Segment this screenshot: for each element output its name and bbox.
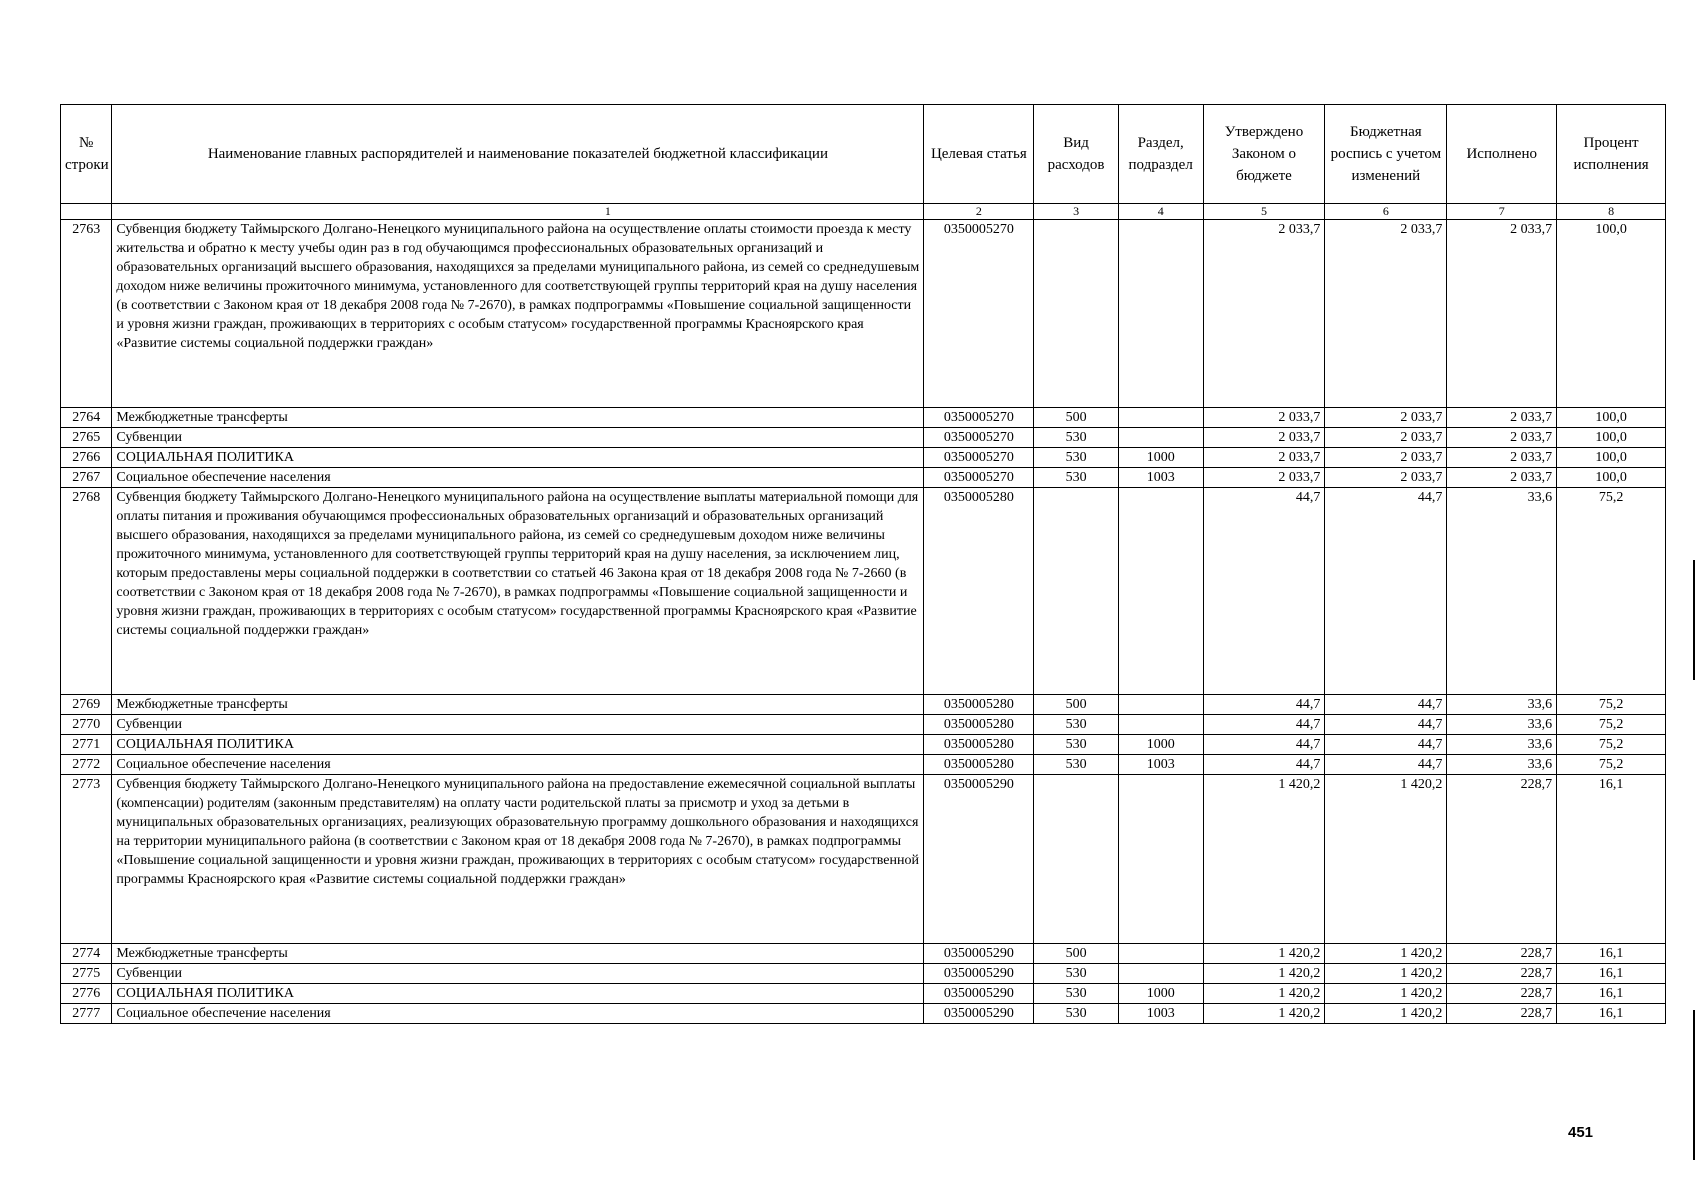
executed-value: 33,6: [1447, 735, 1557, 755]
percent-value: 100,0: [1557, 448, 1666, 468]
table-row: [61, 1004, 1666, 1024]
table-row: [61, 448, 1666, 468]
table-row: [61, 428, 1666, 448]
approved-value: 44,7: [1203, 488, 1325, 695]
target-article: 0350005290: [924, 775, 1034, 944]
section-code: 1000: [1118, 448, 1203, 468]
section-code: 1003: [1118, 755, 1203, 775]
row-number: 2777: [61, 1004, 112, 1024]
expense-type: 530: [1034, 448, 1119, 468]
percent-value: 100,0: [1557, 468, 1666, 488]
target-article: 0350005280: [924, 695, 1034, 715]
percent-value: 16,1: [1557, 944, 1666, 964]
row-name: Социальное обеспечение населения: [112, 1004, 924, 1024]
row-name: СОЦИАЛЬНАЯ ПОЛИТИКА: [112, 984, 924, 1004]
approved-value: 1 420,2: [1203, 1004, 1325, 1024]
column-number-empty: [61, 204, 112, 220]
row-number: 2771: [61, 735, 112, 755]
row-name: Субвенции: [112, 964, 924, 984]
header-budget-schedule: Бюджетная роспись с учетом изменений: [1325, 105, 1447, 204]
executed-value: 2 033,7: [1447, 428, 1557, 448]
column-number: 4: [1118, 204, 1203, 220]
expense-type: 530: [1034, 984, 1119, 1004]
target-article: 0350005270: [924, 428, 1034, 448]
row-name: СОЦИАЛЬНАЯ ПОЛИТИКА: [112, 735, 924, 755]
target-article: 0350005290: [924, 944, 1034, 964]
expense-type: 530: [1034, 1004, 1119, 1024]
header-section: Раздел, подраздел: [1118, 105, 1203, 204]
row-number: 2765: [61, 428, 112, 448]
section-code: 1003: [1118, 1004, 1203, 1024]
column-number: 2: [924, 204, 1034, 220]
expense-type: [1034, 488, 1119, 695]
table-row: [61, 488, 1666, 695]
executed-value: 33,6: [1447, 715, 1557, 735]
percent-value: 75,2: [1557, 735, 1666, 755]
row-name: Межбюджетные трансферты: [112, 695, 924, 715]
scan-edge-mark: [1693, 560, 1695, 680]
page-number: 451: [1568, 1124, 1594, 1141]
percent-value: 100,0: [1557, 408, 1666, 428]
percent-value: 16,1: [1557, 964, 1666, 984]
executed-value: 2 033,7: [1447, 220, 1557, 408]
row-number: 2766: [61, 448, 112, 468]
section-code: [1118, 775, 1203, 944]
target-article: 0350005270: [924, 468, 1034, 488]
executed-value: 33,6: [1447, 755, 1557, 775]
row-number: 2763: [61, 220, 112, 408]
executed-value: 228,7: [1447, 944, 1557, 964]
row-number: 2776: [61, 984, 112, 1004]
row-name: Субвенция бюджету Таймырского Долгано-Ненецкого муниципального района на предоставление ежемесячной социальной выплаты (компенсации) родителям (законным представителям) на оплату части родительской платы за присмотр и уход за детьми в муниципальных образовательных организациях, реализующих образовательную программу дошкольного образования и находящихся на территории муниципального района (в соответствии с Законом края от 18 декабря 2008 года № 7-2670), в рамках подпрограммы «Повышение социальной защищенности и уровня жизни граждан, проживающих в территориях с особым статусом» государственной программы Красноярского края «Развитие системы социальной поддержки граждан»: [112, 775, 924, 944]
expense-type: 530: [1034, 715, 1119, 735]
table-row: [61, 964, 1666, 984]
column-number-row: [61, 204, 1666, 220]
table-row: [61, 775, 1666, 944]
percent-value: 75,2: [1557, 488, 1666, 695]
header-row: [61, 105, 1666, 204]
target-article: 0350005290: [924, 984, 1034, 1004]
schedule-value: 44,7: [1325, 695, 1447, 715]
executed-value: 228,7: [1447, 775, 1557, 944]
target-article: 0350005290: [924, 964, 1034, 984]
schedule-value: 1 420,2: [1325, 1004, 1447, 1024]
executed-value: 2 033,7: [1447, 408, 1557, 428]
approved-value: 44,7: [1203, 695, 1325, 715]
target-article: 0350005290: [924, 1004, 1034, 1024]
schedule-value: 1 420,2: [1325, 984, 1447, 1004]
target-article: 0350005270: [924, 220, 1034, 408]
row-number: 2770: [61, 715, 112, 735]
executed-value: 33,6: [1447, 695, 1557, 715]
approved-value: 44,7: [1203, 735, 1325, 755]
table-row: [61, 468, 1666, 488]
section-code: [1118, 964, 1203, 984]
expense-type: 500: [1034, 695, 1119, 715]
table-body: [61, 220, 1666, 1024]
approved-value: 2 033,7: [1203, 220, 1325, 408]
row-number: 2764: [61, 408, 112, 428]
expense-type: 500: [1034, 944, 1119, 964]
percent-value: 75,2: [1557, 695, 1666, 715]
row-name: Межбюджетные трансферты: [112, 944, 924, 964]
column-number: 8: [1557, 204, 1666, 220]
header-approved: Утверждено Законом о бюджете: [1203, 105, 1325, 204]
executed-value: 228,7: [1447, 984, 1557, 1004]
percent-value: 75,2: [1557, 715, 1666, 735]
table-row: [61, 755, 1666, 775]
target-article: 0350005280: [924, 488, 1034, 695]
approved-value: 2 033,7: [1203, 468, 1325, 488]
schedule-value: 1 420,2: [1325, 964, 1447, 984]
row-name: Субвенция бюджету Таймырского Долгано-Ненецкого муниципального района на осуществление выплаты материальной помощи для оплаты питания и проживания обучающимся профессиональных образовательных организаций и образовательных организаций высшего образования, находящихся за пределами муниципального района, из семей со среднедушевым доходом ниже величины прожиточного минимума, установленного для соответствующей группы территорий края на душу населения, за исключением лиц, которым предоставлены меры социальной поддержки в соответствии со статьей 46 Закона края от 18 декабря 2008 года № 7-2660 (в соответствии с Законом края от 18 декабря 2008 года № 7-2670), в рамках подпрограммы «Повышение социальной защищенности и уровня жизни граждан, проживающих в территориях с особым статусом» государственной программы Красноярского края «Развитие системы социальной поддержки граждан»: [112, 488, 924, 695]
approved-value: 2 033,7: [1203, 448, 1325, 468]
table-row: [61, 695, 1666, 715]
row-name: Субвенции: [112, 715, 924, 735]
expense-type: [1034, 220, 1119, 408]
column-number: 3: [1034, 204, 1119, 220]
executed-value: 33,6: [1447, 488, 1557, 695]
expense-type: [1034, 775, 1119, 944]
table-row: [61, 984, 1666, 1004]
row-number: 2767: [61, 468, 112, 488]
header-name: Наименование главных распорядителей и наименование показателей бюджетной классификации: [112, 105, 924, 204]
row-name: Социальное обеспечение населения: [112, 468, 924, 488]
table-row: [61, 944, 1666, 964]
schedule-value: 44,7: [1325, 715, 1447, 735]
header-row-number: № строки: [61, 105, 112, 204]
column-number: 1: [112, 204, 924, 220]
approved-value: 2 033,7: [1203, 428, 1325, 448]
table-row: [61, 220, 1666, 408]
section-code: [1118, 428, 1203, 448]
percent-value: 100,0: [1557, 220, 1666, 408]
section-code: 1000: [1118, 735, 1203, 755]
approved-value: 1 420,2: [1203, 984, 1325, 1004]
section-code: [1118, 695, 1203, 715]
schedule-value: 2 033,7: [1325, 408, 1447, 428]
section-code: [1118, 220, 1203, 408]
header-percent: Процент исполнения: [1557, 105, 1666, 204]
percent-value: 16,1: [1557, 775, 1666, 944]
header-target-article: Целевая статья: [924, 105, 1034, 204]
header-expense-type: Вид расходов: [1034, 105, 1119, 204]
row-name: Субвенция бюджету Таймырского Долгано-Ненецкого муниципального района на осуществление оплаты стоимости проезда к месту жительства и обратно к месту учебы один раз в год обучающимся профессиональных образовательных организаций и образовательных организаций высшего образования, находящихся за пределами муниципального района, из семей со среднедушевым доходом ниже величины прожиточного минимума, установленного для соответствующей группы территорий края на душу населения (в соответствии с Законом края от 18 декабря 2008 года № 7-2670), в рамках подпрограммы «Повышение социальной защищенности и уровня жизни граждан, проживающих в территориях с особым статусом» государственной программы Красноярского края «Развитие системы социальной поддержки граждан»: [112, 220, 924, 408]
expense-type: 530: [1034, 468, 1119, 488]
row-number: 2772: [61, 755, 112, 775]
expense-type: 530: [1034, 755, 1119, 775]
expense-type: 530: [1034, 428, 1119, 448]
percent-value: 16,1: [1557, 984, 1666, 1004]
target-article: 0350005270: [924, 448, 1034, 468]
section-code: [1118, 944, 1203, 964]
schedule-value: 44,7: [1325, 735, 1447, 755]
approved-value: 44,7: [1203, 715, 1325, 735]
schedule-value: 2 033,7: [1325, 220, 1447, 408]
row-number: 2774: [61, 944, 112, 964]
schedule-value: 2 033,7: [1325, 468, 1447, 488]
target-article: 0350005280: [924, 715, 1034, 735]
schedule-value: 1 420,2: [1325, 775, 1447, 944]
executed-value: 2 033,7: [1447, 448, 1557, 468]
header-executed: Исполнено: [1447, 105, 1557, 204]
column-number: 7: [1447, 204, 1557, 220]
section-code: [1118, 488, 1203, 695]
percent-value: 16,1: [1557, 1004, 1666, 1024]
row-number: 2775: [61, 964, 112, 984]
executed-value: 2 033,7: [1447, 468, 1557, 488]
section-code: [1118, 408, 1203, 428]
row-number: 2768: [61, 488, 112, 695]
row-name: Субвенции: [112, 428, 924, 448]
target-article: 0350005280: [924, 735, 1034, 755]
schedule-value: 2 033,7: [1325, 428, 1447, 448]
expense-type: 530: [1034, 964, 1119, 984]
percent-value: 75,2: [1557, 755, 1666, 775]
approved-value: 1 420,2: [1203, 944, 1325, 964]
schedule-value: 1 420,2: [1325, 944, 1447, 964]
executed-value: 228,7: [1447, 964, 1557, 984]
executed-value: 228,7: [1447, 1004, 1557, 1024]
schedule-value: 2 033,7: [1325, 448, 1447, 468]
approved-value: 2 033,7: [1203, 408, 1325, 428]
table-row: [61, 735, 1666, 755]
column-number: 5: [1203, 204, 1325, 220]
budget-table: [60, 104, 1666, 1024]
approved-value: 44,7: [1203, 755, 1325, 775]
section-code: [1118, 715, 1203, 735]
approved-value: 1 420,2: [1203, 775, 1325, 944]
target-article: 0350005270: [924, 408, 1034, 428]
table-row: [61, 408, 1666, 428]
row-name: Социальное обеспечение населения: [112, 755, 924, 775]
approved-value: 1 420,2: [1203, 964, 1325, 984]
section-code: 1003: [1118, 468, 1203, 488]
section-code: 1000: [1118, 984, 1203, 1004]
target-article: 0350005280: [924, 755, 1034, 775]
schedule-value: 44,7: [1325, 755, 1447, 775]
row-number: 2773: [61, 775, 112, 944]
table-row: [61, 715, 1666, 735]
schedule-value: 44,7: [1325, 488, 1447, 695]
expense-type: 500: [1034, 408, 1119, 428]
percent-value: 100,0: [1557, 428, 1666, 448]
expense-type: 530: [1034, 735, 1119, 755]
row-number: 2769: [61, 695, 112, 715]
column-number: 6: [1325, 204, 1447, 220]
scan-edge-mark: [1693, 1010, 1695, 1160]
row-name: СОЦИАЛЬНАЯ ПОЛИТИКА: [112, 448, 924, 468]
row-name: Межбюджетные трансферты: [112, 408, 924, 428]
